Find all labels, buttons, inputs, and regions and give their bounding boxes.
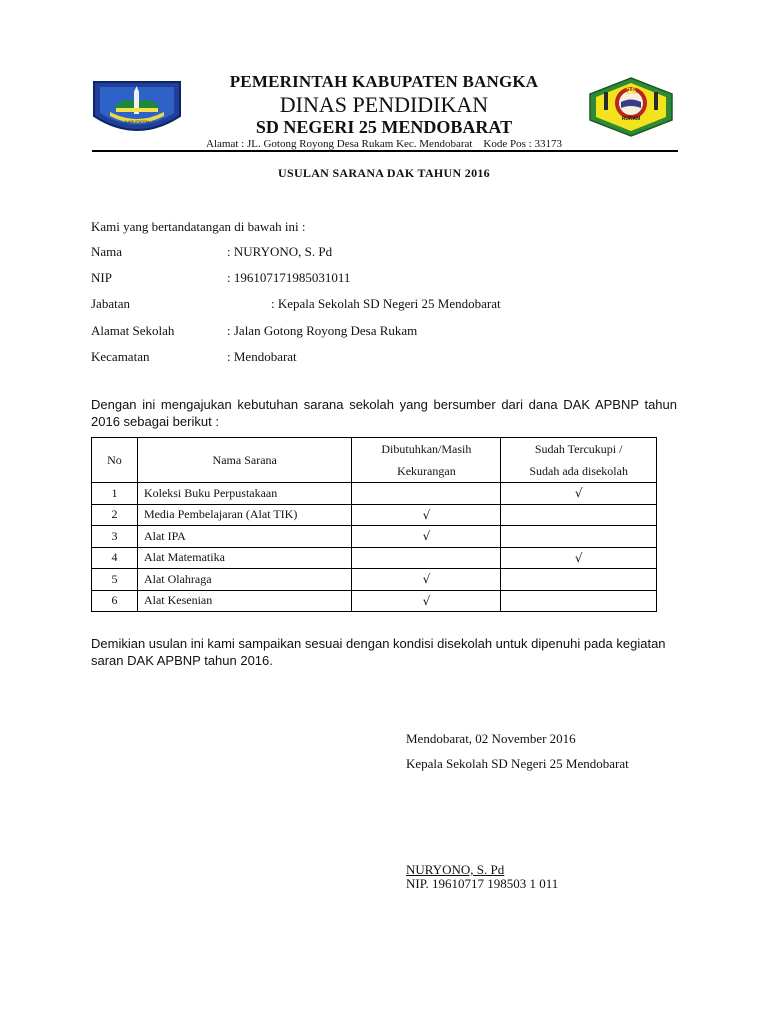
table-header-row xyxy=(92,438,657,483)
table-row xyxy=(92,504,657,526)
row-no: 1 xyxy=(92,483,138,505)
row-no: 6 xyxy=(92,590,138,612)
header-dibutuhkan xyxy=(352,438,501,483)
row-sufficient-check xyxy=(501,590,657,612)
document-title: USULAN SARANA DAK TAHUN 2016 xyxy=(278,166,490,180)
field-value-nama: : NURYONO, S. Pd xyxy=(227,244,333,259)
row-no: 2 xyxy=(92,504,138,526)
row-name: Alat IPA xyxy=(137,526,352,548)
row-sufficient-check xyxy=(501,504,657,526)
row-sufficient-check: √ xyxy=(501,547,657,569)
header-no: No xyxy=(92,438,138,483)
table-row xyxy=(92,547,657,569)
header-school-name: SD NEGERI 25 MENDOBARAT xyxy=(255,117,513,137)
header-sudah-line2: Sudah ada disekolah xyxy=(529,464,628,478)
left-logo-text: KABUPATEN xyxy=(125,119,149,124)
table-row xyxy=(92,590,657,612)
row-needed-check: √ xyxy=(352,504,501,526)
row-name: Alat Kesenian xyxy=(137,590,352,612)
closing-paragraph: Demikian usulan ini kami sampaikan sesuai dengan kondisi disekolah untuk dipenuhi pada kegiatan saran DAK APBNP tahun 2016. xyxy=(91,636,666,668)
header-nama-sarana: Nama Sarana xyxy=(137,438,352,483)
row-sufficient-check xyxy=(501,569,657,591)
signature-nip: NIP. 19610717 198503 1 011 xyxy=(406,876,559,891)
table-row xyxy=(92,526,657,548)
row-no: 4 xyxy=(92,547,138,569)
row-needed-check xyxy=(352,483,501,505)
field-label-nip: NIP xyxy=(91,270,112,285)
row-needed-check: √ xyxy=(352,526,501,548)
intro-text: Kami yang bertandatangan di bawah ini : xyxy=(91,219,306,234)
request-paragraph: Dengan ini mengajukan kebutuhan sarana sekolah yang bersumber dari dana DAK APBNP tahun 2016 sebagai berikut : xyxy=(91,397,677,429)
header-divider xyxy=(92,150,678,152)
signature-place-date: Mendobarat, 02 November 2016 xyxy=(406,731,576,746)
row-name: Alat Olahraga xyxy=(137,569,352,591)
field-value-nip: : 196107171985031011 xyxy=(227,270,351,285)
row-needed-check: √ xyxy=(352,569,501,591)
field-label-kecamatan: Kecamatan xyxy=(91,349,150,364)
field-value-alamat-sekolah: : Jalan Gotong Royong Desa Rukam xyxy=(227,323,418,338)
right-logo-number: 25 xyxy=(625,86,637,96)
table-row xyxy=(92,569,657,591)
signature-position: Kepala Sekolah SD Negeri 25 Mendobarat xyxy=(406,756,629,771)
row-sufficient-check: √ xyxy=(501,483,657,505)
header-government: PEMERINTAH KABUPATEN BANGKA xyxy=(229,72,539,91)
row-name: Koleksi Buku Perpustakaan xyxy=(137,483,352,505)
header-dibutuhkan-line2: Kekurangan xyxy=(397,464,456,478)
header-sudah-tercukupi xyxy=(501,438,657,483)
row-no: 3 xyxy=(92,526,138,548)
row-needed-check xyxy=(352,547,501,569)
field-label-alamat-sekolah: Alamat Sekolah xyxy=(91,323,175,338)
signature-name: NURYONO, S. Pd xyxy=(406,862,505,877)
row-name: Alat Matematika xyxy=(137,547,352,569)
field-value-kecamatan: : Mendobarat xyxy=(227,349,297,364)
row-no: 5 xyxy=(92,569,138,591)
header-address: Alamat : JL. Gotong Royong Desa Rukam Kec. Mendobarat Kode Pos : 33173 xyxy=(206,138,562,150)
row-name: Media Pembelajaran (Alat TIK) xyxy=(137,504,352,526)
header-dibutuhkan-line1: Dibutuhkan/Masih xyxy=(381,442,472,456)
field-label-jabatan: Jabatan xyxy=(91,296,130,311)
table-row xyxy=(92,483,657,505)
row-needed-check: √ xyxy=(352,590,501,612)
field-value-jabatan: : Kepala Sekolah SD Negeri 25 Mendobarat xyxy=(271,296,501,311)
facilities-table xyxy=(91,437,657,612)
header-department: DINAS PENDIDIKAN xyxy=(279,92,489,117)
header-sudah-line1: Sudah Tercukupi / xyxy=(534,442,623,456)
field-label-nama: Nama xyxy=(91,244,123,259)
right-logo-text: RUKAM xyxy=(621,116,641,122)
row-sufficient-check xyxy=(501,526,657,548)
